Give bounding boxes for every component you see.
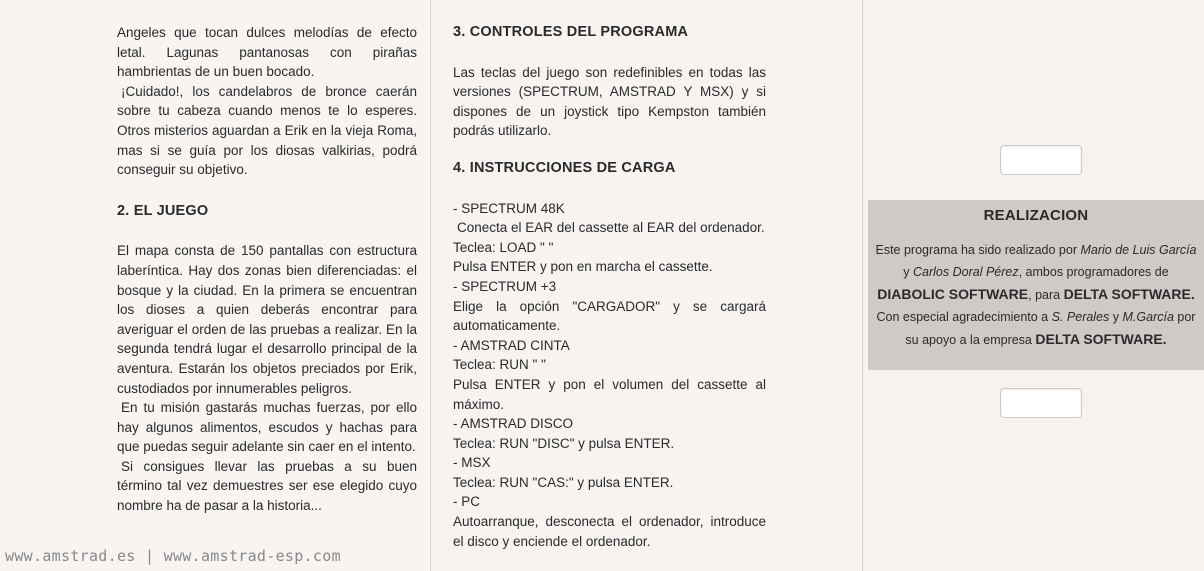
fold-slot-bottom (1000, 388, 1082, 418)
credits-company-2: DELTA SOFTWARE. (1063, 286, 1195, 302)
load-line: Teclea: RUN " " (453, 357, 546, 373)
load-line: - PC (453, 494, 480, 510)
credits-company-1: DIABOLIC SOFTWARE (877, 286, 1029, 302)
credits-line-3 (868, 283, 1204, 306)
section-2-paragraph-1: El mapa consta de 150 pantallas con estructura laberíntica. Hay dos zonas bien diferenciadas: el bosque y la ciudad. En la primera se encuentran los dioses a quien deberás encontrar para averiguar el orden de las pruebas a realizar. En la segunda tendrá lugar el desarrollo principal de la aventura. Estarán los objetos preciados por Erik, custodiados por innumerables peligros. (117, 243, 417, 396)
credits-box (868, 200, 1204, 370)
credits-name-3: S. Perales (1051, 310, 1110, 324)
credits-line-4 (868, 306, 1204, 328)
middle-column (453, 23, 766, 551)
load-line: - AMSTRAD CINTA (453, 337, 570, 353)
credits-y-2: y (1112, 310, 1120, 324)
left-panel (0, 0, 430, 571)
credits-name-1: Mario de Luis García (1080, 243, 1197, 257)
section-2-title: 2. EL JUEGO (117, 202, 209, 219)
middle-panel (430, 0, 863, 571)
credits-para: , para (1028, 288, 1061, 302)
credits-name-4: M.García (1122, 310, 1174, 324)
credits-text-d: su apoyo a la empresa (905, 333, 1032, 347)
load-instructions (453, 199, 766, 552)
load-line: Pulsa ENTER y pon el volumen del cassette al máximo. (453, 376, 766, 412)
load-line: Teclea: LOAD " " (453, 239, 554, 255)
credits-company-3: DELTA SOFTWARE. (1035, 331, 1167, 347)
credits-y: y (903, 265, 910, 279)
credits-por: por (1177, 310, 1196, 324)
credits-text-c: Con especial agradecimiento a (876, 310, 1049, 324)
section-3-paragraph: Las teclas del juego son redefinibles en todas las versiones (SPECTRUM, AMSTRAD Y MSX) y si dispones de un joystick tipo Kempston también podrás utilizarlo. (453, 64, 766, 139)
credits-line-5 (868, 328, 1204, 351)
load-line: Pulsa ENTER y pon en marcha el cassette. (453, 259, 713, 275)
load-line: Autoarranque, desconecta el ordenador, introduce el disco y enciende el ordenador. (453, 514, 766, 549)
credits-text-a: Este programa ha sido realizado por (875, 243, 1077, 257)
load-line: - AMSTRAD DISCO (453, 416, 574, 432)
section-2-paragraph-2: En tu misión gastarás muchas fuerzas, por ello hay algunos alimentos, escudos y hachas para que puedas seguir adelante sin caer en el intento. (117, 400, 417, 455)
section-3-title: 3. CONTROLES DEL PROGRAMA (453, 24, 689, 40)
left-column (117, 23, 417, 516)
section-2-paragraph-3: Si consigues llevar las pruebas a su buen término tal vez demuestres ser ese elegido cuyo nombre ha de pasar a la historia... (117, 458, 417, 514)
section-4-title: 4. INSTRUCCIONES DE CARGA (453, 159, 676, 176)
credits-line-2 (868, 261, 1204, 283)
intro-paragraph-2: ¡Cuidado!, los candelabros de bronce caerán sobre tu cabeza cuando menos te lo esperes. Otros misterios aguardan a Erik en la vieja Roma, mas si se guía por los diosas valkirias, podrá conseguir su objetivo. (117, 83, 417, 178)
fold-slot-top (1000, 145, 1082, 175)
load-line: - SPECTRUM 48K (453, 200, 565, 216)
load-line: Conecta el EAR del cassette al EAR del ordenador. (457, 220, 765, 236)
load-line: - MSX (453, 455, 491, 471)
right-panel (862, 0, 1204, 571)
credits-name-2: Carlos Doral Pérez (913, 265, 1019, 279)
load-line: Teclea: RUN "DISC" y pulsa ENTER. (453, 435, 675, 451)
intro-paragraph-1: Angeles que tocan dulces melodías de efecto letal. Lagunas pantanosas con pirañas hambrientas de un buen bocado. (117, 25, 417, 80)
credits-title: REALIZACION (983, 207, 1089, 224)
watermark-footer: www.amstrad.es | www.amstrad-esp.com (5, 547, 341, 565)
load-line: Teclea: RUN "CAS:" y pulsa ENTER. (453, 474, 674, 490)
load-line: - SPECTRUM +3 (453, 278, 557, 294)
load-line: Elige la opción "CARGADOR" y se cargará automaticamente. (453, 298, 766, 334)
credits-line-1 (868, 239, 1204, 261)
credits-text-b: , ambos programadores de (1018, 265, 1169, 279)
